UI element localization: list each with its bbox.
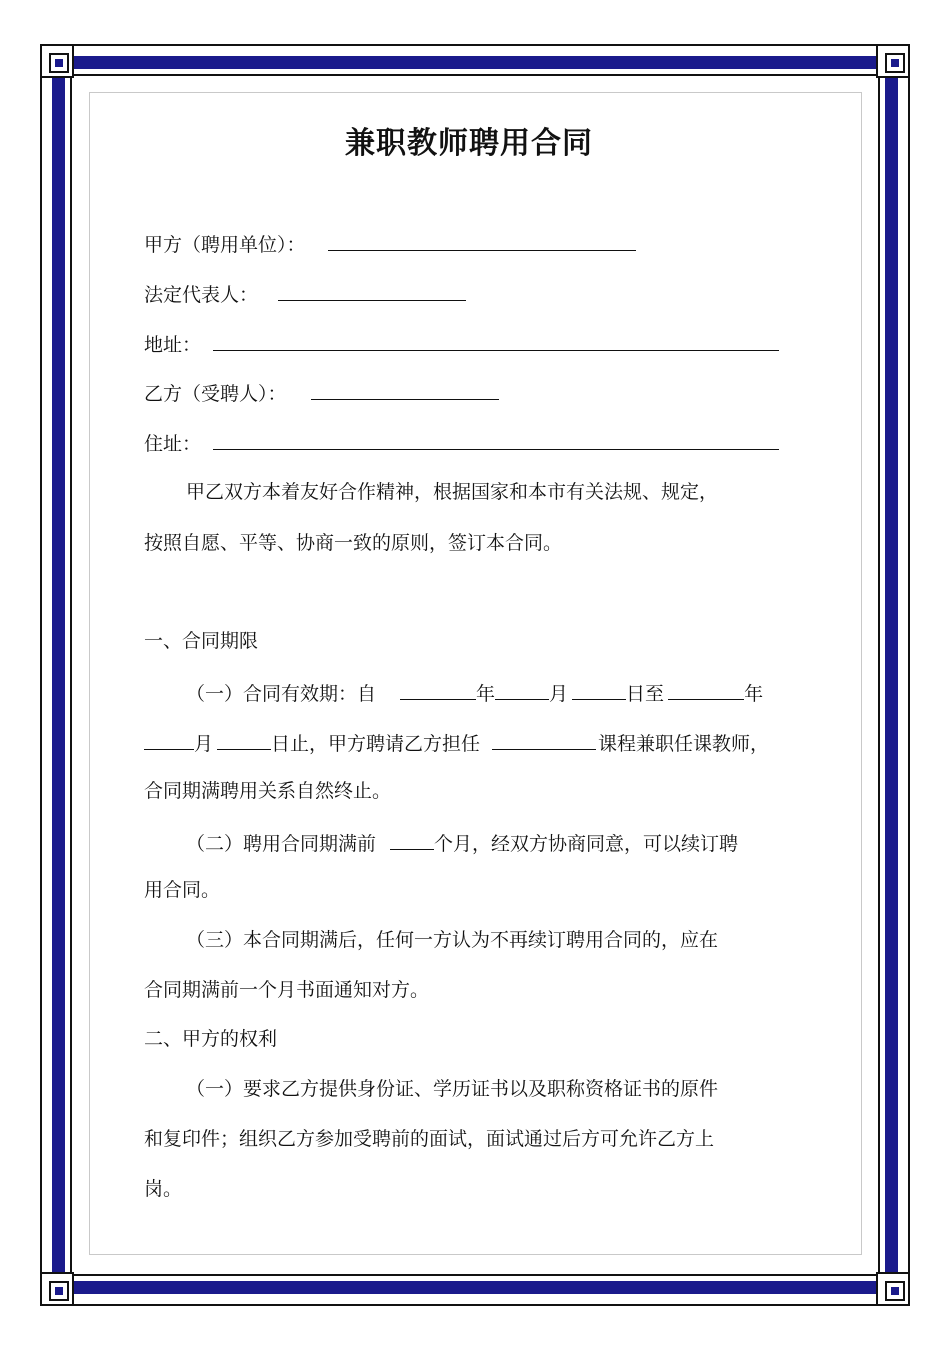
- start-month-label: 月: [549, 683, 569, 705]
- party-b-label: 乙方（受聘人）：: [144, 383, 287, 405]
- party-b-row: [144, 379, 503, 406]
- start-year-blank[interactable]: [400, 679, 476, 700]
- renewal-prefix: （二）聘用合同期满前: [186, 833, 377, 855]
- intro-line-2: 按照自愿、平等、协商一致的原则，签订本合同。: [144, 532, 563, 554]
- party-b-blank[interactable]: [311, 379, 499, 400]
- course-label: 课程兼职任课教师，: [598, 733, 770, 755]
- legal-rep-blank[interactable]: [278, 280, 466, 301]
- rights-line-2: 和复印件；组织乙方参加受聘前的面试，面试通过后方可允许乙方上: [144, 1128, 715, 1150]
- party-a-blank[interactable]: [328, 230, 636, 251]
- start-day-blank[interactable]: [572, 679, 626, 700]
- renewal-months-blank[interactable]: [390, 829, 434, 850]
- party-a-label: 甲方（聘用单位）：: [144, 234, 306, 256]
- end-day-blank[interactable]: [217, 729, 271, 750]
- renewal-line-2: 用合同。: [144, 879, 221, 901]
- address-label: 地址：: [144, 334, 202, 356]
- end-month-blank[interactable]: [144, 729, 194, 750]
- end-year-label: 年: [744, 683, 764, 705]
- course-blank[interactable]: [492, 729, 596, 750]
- section-2-heading: 二、甲方的权利: [144, 1028, 278, 1050]
- renewal-line-1: [144, 829, 738, 856]
- corner-ornament-bottom-right: [876, 1272, 910, 1306]
- document-title: 兼职教师聘用合同: [345, 126, 593, 161]
- term-line-3: 合同期满聘用关系自然终止。: [144, 780, 392, 802]
- notice-line-2: 合同期满前一个月书面通知对方。: [144, 979, 430, 1001]
- renewal-suffix: 个月，经双方协商同意，可以续订聘: [434, 833, 739, 855]
- start-month-blank[interactable]: [495, 679, 549, 700]
- residence-blank[interactable]: [213, 429, 779, 450]
- rights-line-3: 岗。: [144, 1178, 183, 1200]
- legal-rep-row: [144, 280, 470, 307]
- residence-row: [144, 429, 783, 456]
- corner-ornament-top-right: [876, 44, 910, 78]
- corner-ornament-top-left: [40, 44, 74, 78]
- address-blank[interactable]: [213, 330, 779, 351]
- residence-label: 住址：: [144, 433, 202, 455]
- rights-line-1: （一）要求乙方提供身份证、学历证书以及职称资格证书的原件: [186, 1078, 719, 1100]
- term-prefix: （一）合同有效期：自: [186, 683, 377, 705]
- term-line-1: [144, 679, 763, 706]
- section-1-heading: 一、合同期限: [144, 630, 259, 652]
- term-line-2: [144, 729, 769, 756]
- notice-line-1: （三）本合同期满后，任何一方认为不再续订聘用合同的，应在: [186, 929, 719, 951]
- address-row: [144, 330, 783, 357]
- corner-ornament-bottom-left: [40, 1272, 74, 1306]
- day-end-label: 日止，甲方聘请乙方担任: [271, 733, 481, 755]
- legal-rep-label: 法定代表人：: [144, 284, 259, 306]
- start-year-label: 年: [476, 683, 496, 705]
- intro-line-1: 甲乙双方本着友好合作精神，根据国家和本市有关法规、规定，: [186, 481, 719, 503]
- party-a-row: [144, 230, 640, 257]
- day-to-label: 日至: [626, 683, 665, 705]
- end-year-blank[interactable]: [668, 679, 744, 700]
- end-month-label: 月: [194, 733, 214, 755]
